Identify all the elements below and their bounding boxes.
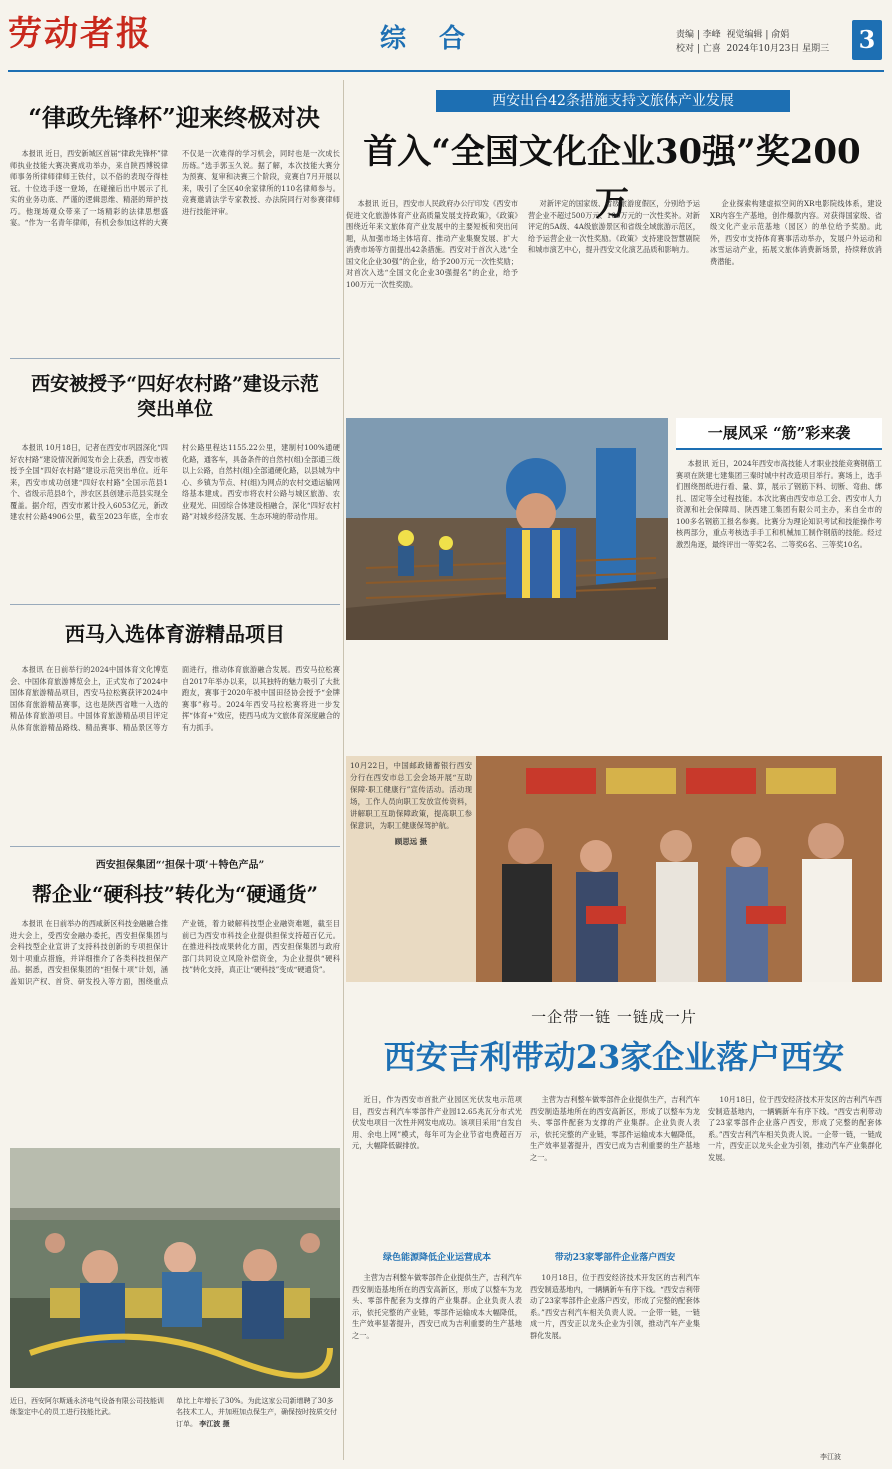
article6-credit: 李江波 [820, 1453, 841, 1461]
construction-worker-photo [346, 418, 668, 640]
lead-body-col3: 企业探索构建虚拟空间的XR电影院线体系，建设XR内容生产基地，创作爆款内容。对获得国家级、省级文化产业示范基地（园区）的单位给予奖励。此外，西安市支持体育赛事活动举办，发展户外运动和冰雪运动产业，拓展文旅体消费新场景，持续释放消费潜能。 [710, 199, 882, 266]
issue-date: 2024年10月23日 星期三 [726, 44, 830, 54]
factory-workers-photo [10, 1148, 340, 1388]
article3-title: 西马入选体育游精品项目 [65, 622, 285, 646]
photoA-text: 单比上年增长了30%。为此这家公司新增聘了30多名技术工人，并加班加点保生产，确保按时按质交付订单。 李江波 摄 [176, 1397, 337, 1428]
divider [10, 358, 340, 359]
article3-body: 本报讯 在日前举行的2024中国体育文化博览会、中国体育旅游博览会上，正式发布了2024中国体育旅游精品项目，西安马拉松赛获评2024中国体育旅游精品赛事，这也是陕西省唯一入选的精品体育旅游项目。中国体育旅游精品项目评定从体育旅游精品路线、精品赛事、精品景区等方面进行，推动体育旅游融合发展。西安马拉松赛自2017年举办以来，以其独特的魅力吸引了大批跑友，赛事于2020年被中国田径协会授予“金牌赛事”称号。2024年西安马拉松赛将进一步发挥“体育+”效应，使西马成为文旅体育深度融合的有力抓手。 [10, 665, 340, 732]
article6-title: 西安吉利带动23家企业落户西安 [383, 1038, 845, 1076]
proofreader: 校对 | 亡喜 [676, 44, 721, 54]
article4-body: 本报讯 在日前举办的西咸新区科技金融融合推进大会上，受西安金融办委托，西安担保集团与会科技型企业宣讲了支持科技创新的专项担保计划十项重点措施，并详细推介了各类科技担保产品。据悉，西安担保集团的“担保十项”计划，涵盖知识产权、首贷、研发投入等方面，围绕重点产业链，着力破解科技型企业融资难题，截至目前已为西安市科技企业提供担保支持超百亿元。在推进科技成果转化方面，西安担保集团与政府部门共同设立风险补偿资金，为企业提供“硬科技”转化支持，真正让“硬科技”变成“硬通货”。 [10, 919, 340, 986]
lead-body-col1: 本报讯 近日，西安市人民政府办公厅印发《西安市促进文化旅游体育产业高质量发展支持政策》，《政策》围绕近年来文旅体育产业发展中的主要短板和突出问题，从加强市场主体培育、推动产业集聚发展、扩大消费市场等方面提出42条措施。西安对于首次入选“全国文化企业30强”的企业，给予200万元一次性奖励；对首次入选“全国文化企业30强提名”的企业，给予100万元一次性奖励。 [346, 199, 518, 289]
lead-title: 首入“全国文化企业30强”奖200万 [363, 132, 861, 224]
section-title: 综 合 [380, 24, 478, 54]
newspaper-logo: 劳动者报 [8, 14, 152, 54]
page-number: 3 [852, 20, 882, 60]
article1-title: “律政先锋杯”迎来终极对决 [28, 103, 320, 132]
photoA-caption: 近日，西安阿尔斯通永济电气设备有限公司技能训练鉴定中心的员工进行技能比武。 [10, 1397, 164, 1416]
article6-subhead1: 绿色能源降低企业运营成本 [382, 1253, 491, 1263]
article6-subhead2: 带动23家零部件企业落户西安 [554, 1253, 676, 1263]
divider [10, 604, 340, 605]
article5-body: 本报讯 近日，2024年西安市高技能人才职业技能竞赛钢筋工赛项在陕建七建集团三秦时城中村改造项目举行。赛场上，选手们围绕图纸进行看、量、算，展示了钢筋下料、切断、弯曲、绑扎、固定等全过程技能。本次比赛由西安市总工会、西安市人力资源和社会保障局、陕西建工集团有限公司主办，来自全市的100多名钢筋工报名参赛。比赛分为理论知识考试和技能操作考核两部分，重点考核选手手工和机械加工制作钢筋的技能。经过激烈角逐，最终评出一等奖2名、二等奖6名、三等奖10名。 [676, 459, 882, 549]
article4-kicker: 西安担保集团“‘担保十项’＋特色产品” [95, 860, 265, 871]
article6-body-col1: 近日，作为西安市首批产业园区光伏发电示范项目，西安吉利汽车零部件产业园12.65兆瓦分布式光伏发电项目一次性并网发电成功。该项目采用“自发自用、余电上网”模式，每年可为企业节省电费超百万元，大幅降低碳排放。 [352, 1095, 522, 1150]
photoC-credit: 顾思远 摄 [394, 837, 428, 846]
header-rule [8, 70, 884, 72]
article5-title: 一展风采 “筋”彩来袭 [676, 418, 882, 450]
column-divider [343, 80, 344, 1460]
photoA-credit: 李江波 摄 [199, 1419, 230, 1428]
article2-body: 本报讯 10月18日，记者在西安市巩固深化“四好农村路”建设情况新闻发布会上获悉，西安市被授予全国“四好农村路”建设示范突出单位。近年来，西安市成功创建“四好农村路”全国示范县1个、省级示范县8个，涉农区县创建示范县实现全覆盖。据介绍，西安市累计投入6053亿元，新改建农村公路4906公里，截至2023年底，全市农村公路里程达1155.22公里，建制村100%通硬化路，通客车，具备条件的自然村(组)全部通三级以上公路，自然村(组)全部通硬化路，以县城为中心、乡镇为节点、村(组)为网点的农村交通运输网络基本建成。西安市将农村公路与城区旅游、农业观光、田园综合体建设相融合，深化“四好农村路”对城乡经济发展、生态环境的带动作用。 [10, 443, 340, 521]
article2-title: 西安被授予“四好农村路”建设示范突出单位 [31, 373, 319, 420]
photoC-caption: 10月22日，中国邮政储蓄银行西安分行在西安市总工会会场开展“互助保障·职工健康行”宣传活动。活动现场，工作人员向职工发放宣传资料，讲解职工互助保障政策，提高职工参保意识，为职工健康保驾护航。 顾思远 摄 [350, 761, 472, 846]
lead-body-col2: 对新评定的国家级、省级旅游度假区，分别给予运营企业不超过500万元、100万元的一次性奖补。对新评定的5A级、4A级旅游景区和省级全域旅游示范区，给予运营企业一次性奖励。《政策》支持建设智慧剧院和城市演艺中心，提升西安文化演艺品质和影响力。 [528, 199, 700, 254]
visual-editor: 视觉编辑 | 俞娟 [726, 30, 790, 40]
editor: 责编 | 李峰 [676, 30, 721, 40]
lead-kicker-band: 西安出台42条措施支持文旅体产业发展 [436, 90, 790, 112]
article4-title: 帮企业“硬科技”转化为“硬通货” [31, 882, 318, 906]
article6-body-col3: 10月18日，位于西安经济技术开发区的吉利汽车西安制造基地内，一辆辆新车有序下线。“西安吉利带动了23家零部件企业落户西安，形成了完整的配套体系。”西安吉利汽车相关负责人说。一企带一链，一链成一片，西安正以龙头企业为引领，推动汽车产业集群化发展。 [708, 1095, 882, 1162]
article6-body-col2: 主营为吉利整车做零部件企业提供生产，吉利汽车西安制造基地所在的西安高新区，形成了以整车为龙头、零部件配套为支撑的产业集群。企业负责人表示，依托完整的产业链，零部件运输成本大幅降低，生产效率显著提升，西安已成为吉利重要的生产基地之一。 [530, 1095, 700, 1162]
masthead [0, 0, 892, 72]
edition-info [676, 28, 829, 56]
article6-body-col2b: 10月18日，位于西安经济技术开发区的吉利汽车西安制造基地内，一辆辆新车有序下线。“西安吉利带动了23家零部件企业落户西安，形成了完整的配套体系。”西安吉利汽车相关负责人说。一企带一链，一链成一片，西安正以龙头企业为引领，推动汽车产业集群化发展。 [530, 1273, 700, 1340]
divider [10, 846, 340, 847]
article6-body-col1b: 主营为吉利整车做零部件企业提供生产，吉利汽车西安制造基地所在的西安高新区，形成了以整车为龙头、零部件配套为支撑的产业集群。企业负责人表示，依托完整的产业链，零部件运输成本大幅降低，生产效率显著提升，西安已成为吉利重要的生产基地之一。 [352, 1273, 522, 1340]
article6-kicker: 一企带一链 一链成一片 [531, 1008, 697, 1026]
article1-body: 本报讯 近日，西安新城区首届“律政先锋杯”律师执业技能大赛决赛成功举办，来自陕西博锐律师事务所律师律师王铁付，以不俗的表现夺得桂冠。十位选手逐一登场，在碰撞后出中展示了扎实的业务功底、严谨的逻辑思维、精湛的辩护技巧。他现场观众带来了一场精彩的法律思想盛宴。“作为一名青年律师，有机会参加这样的大赛不仅是一次难得的学习机会，同时也是一次成长历练。”选手郭玉久说。据了解，本次技能大赛分为预赛、复审和决赛三个阶段，竞赛自7月开展以来，吸引了全区40余家律所的110名律师参与。竞赛邀请法学专家教授、办法院同行对参赛律师进行技能评审。 [10, 149, 340, 227]
